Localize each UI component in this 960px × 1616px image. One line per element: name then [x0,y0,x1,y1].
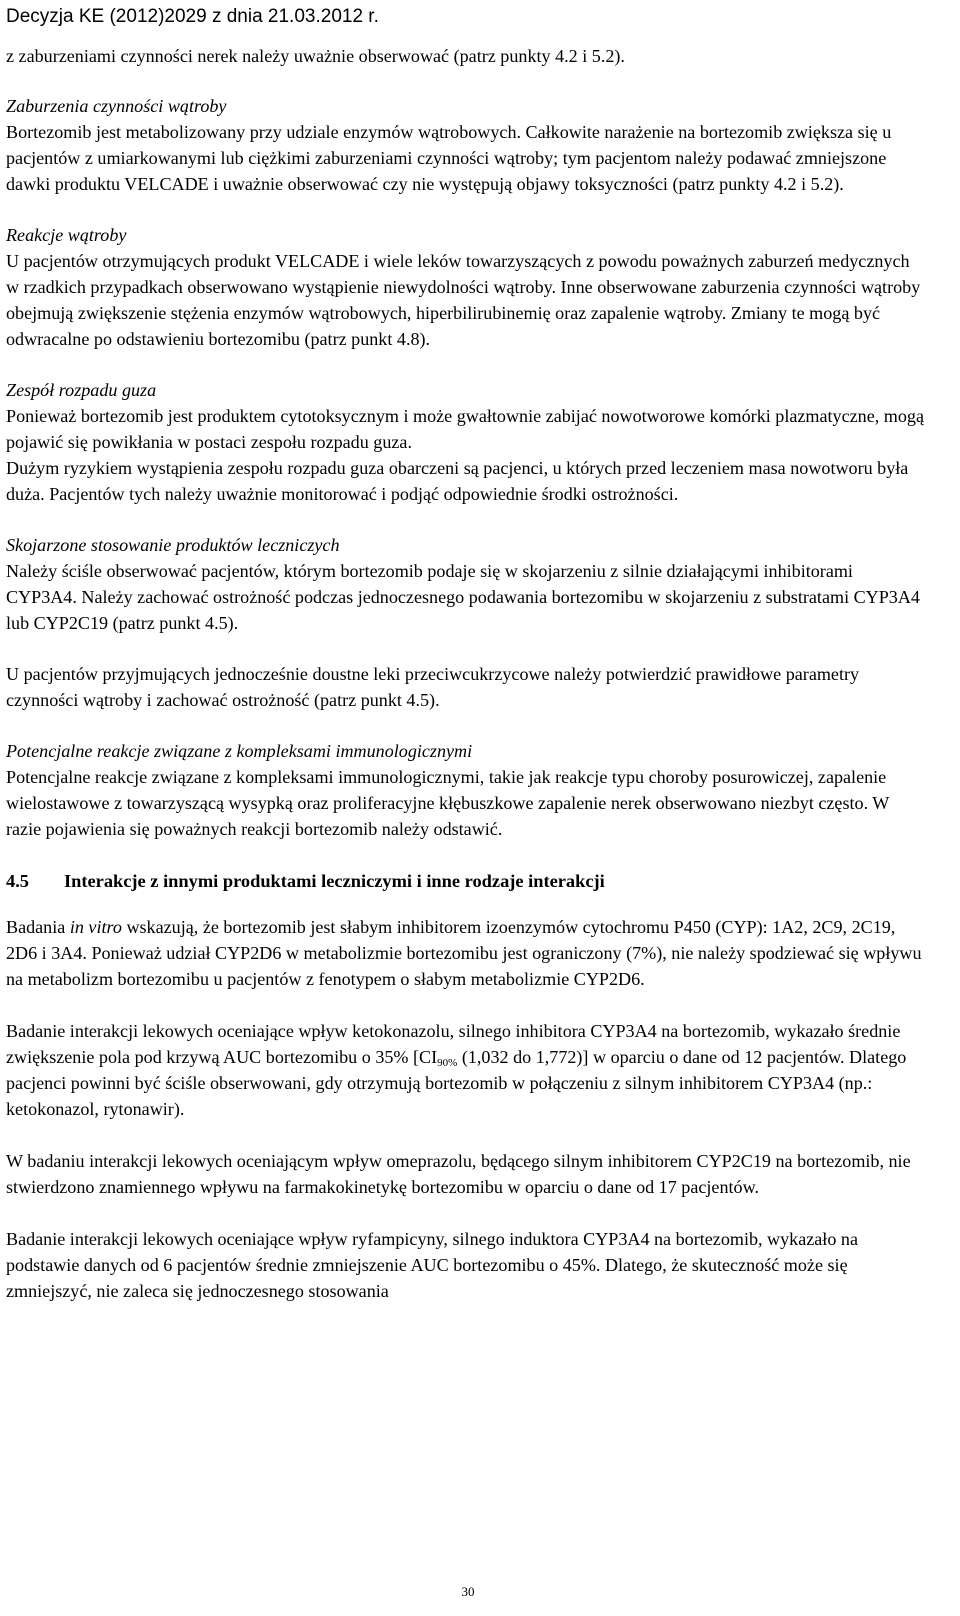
italic-term: in vitro [69,917,122,937]
heading-number: 4.5 [6,871,29,891]
interaction-paragraph-1 [6,914,926,992]
heading-title: Interakcje z innymi produktami leczniczymi i inne rodzaje interakcji [64,871,605,891]
confidence-subscript: 90% [437,1057,458,1069]
interaction-paragraph-2 [6,1018,926,1122]
section-title-concomitant-use: Skojarzone stosowanie produktów leczniczych [6,535,340,555]
section-paragraph: U pacjentów przyjmujących jednocześnie doustne leki przeciwcukrzycowe należy potwierdzić prawidłowe parametry czynności wątroby i zachować ostrożność (patrz punkt 4.5). [6,664,860,710]
section-paragraph: Należy ściśle obserwować pacjentów, którym bortezomib podaje się w skojarzeniu z silnie działającymi inhibitorami CYP3A4. Należy zachować ostrożność podczas jednoczesnego podawania bortezomibu w skojarzeniu z substratami CYP3A4 lub CYP2C19 (patrz punkt 4.5). [6,561,920,633]
text-run: Badanie interakcji lekowych oceniające wpływ ketokonazolu, silnego inhibitora CYP3A4 na bortezomib, wykazało średnie zwiększenie pola pod krzywą AUC bortezomibu o 35% [CI [6,1021,901,1067]
text-run: wskazują, że bortezomib jest słabym inhibitorem izoenzymów cytochromu P450 (CYP): 1A2, 2C9, 2C19, 2D6 i 3A4. Ponieważ udział CYP2D6 w metabolizmie bortezomibu jest ograniczony (7%), nie należy spodziewać się wpływu na metabolizm bortezomibu u pacjentów z fenotypem o słabym metabolizmie CYP2D6. [6,917,922,989]
document-header: Decyzja KE (2012)2029 z dnia 21.03.2012 r. [6,6,379,27]
text-run: Badania [6,917,70,937]
section-paragraph: Bortezomib jest metabolizowany przy udziale enzymów wątrobowych. Całkowite narażenie na bortezomib zwiększa się u pacjentów z umiarkowanymi lub ciężkimi zaburzeniami czynności wątroby; tym pacjentom należy podawać zmniejszone dawki produktu VELCADE i uważnie obserwować czy nie występują objawy toksyczności (patrz punkty 4.2 i 5.2). [6,122,892,194]
section-paragraph: Potencjalne reakcje związane z kompleksami immunologicznymi, takie jak reakcje typu choroby posurowiczej, zapalenie wielostawowe z towarzyszącą wysypką oraz proliferacyjne kłębuszkowe zapalenie nerek obserwowano niezbyt często. W razie pojawienia się poważnych reakcji bortezomib należy odstawić. [6,767,890,839]
document-body [6,43,926,1304]
continuation-text: z zaburzeniami czynności nerek należy uważnie obserwować (patrz punkty 4.2 i 5.2). [6,46,625,66]
page-number: 30 [461,1584,475,1599]
section-paragraph: Ponieważ bortezomib jest produktem cytotoksycznym i może gwałtownie zabijać nowotworowe komórki plazmatyczne, mogą pojawić się powikłania w postaci zespołu rozpadu guza. [6,406,924,452]
section-paragraph: U pacjentów otrzymujących produkt VELCADE i wiele leków towarzyszących z powodu poważnych zaburzeń medycznych w rzadkich przypadkach obserwowano wystąpienie niewydolności wątroby. Inne obserwowane zaburzenia czynności wątroby obejmują zwiększenie stężenia enzymów wątrobowych, hiperbilirubinemię oraz zapalenie wątroby. Zmiany te mogą być odwracalne po odstawieniu bortezomibu (patrz punkt 4.8). [6,251,921,349]
text-run: (1,032 do 1,772)] w oparciu o dane od 12 pacjentów. Dlatego pacjenci powinni być ściśle obserwowani, gdy otrzymują bortezomib w połączeniu z silnym inhibitorem CYP3A4 (np.: ketokonazol, rytonawir). [6,1047,907,1119]
interaction-paragraph-4: Badanie interakcji lekowych oceniające wpływ ryfampicyny, silnego induktora CYP3A4 na bortezomib, wykazało na podstawie danych od 6 pacjentów średnie zmniejszenie AUC bortezomibu o 45%. Dlatego, że skuteczność może się zmniejszyć, nie zaleca się jednoczesnego stosowania [6,1229,858,1301]
interaction-paragraph-3: W badaniu interakcji lekowych oceniającym wpływ omeprazolu, będącego silnym inhibitorem CYP2C19 na bortezomib, nie stwierdzono znamiennego wpływu na farmakokinetykę bortezomibu w oparciu o dane od 17 pacjentów. [6,1151,911,1197]
section-heading-4-5 [6,868,926,894]
section-paragraph: Dużym ryzykiem wystąpienia zespołu rozpadu guza obarczeni są pacjenci, u których przed leczeniem masa nowotworu była duża. Pacjentów tych należy uważnie monitorować i podjąć odpowiednie środki ostrożności. [6,458,909,504]
section-title-immune-complex: Potencjalne reakcje związane z kompleksami immunologicznymi [6,741,473,761]
section-title-tumor-lysis: Zespół rozpadu guza [6,380,157,400]
section-title-liver-reactions: Reakcje wątroby [6,225,127,245]
section-title-liver-impairment: Zaburzenia czynności wątroby [6,96,227,116]
